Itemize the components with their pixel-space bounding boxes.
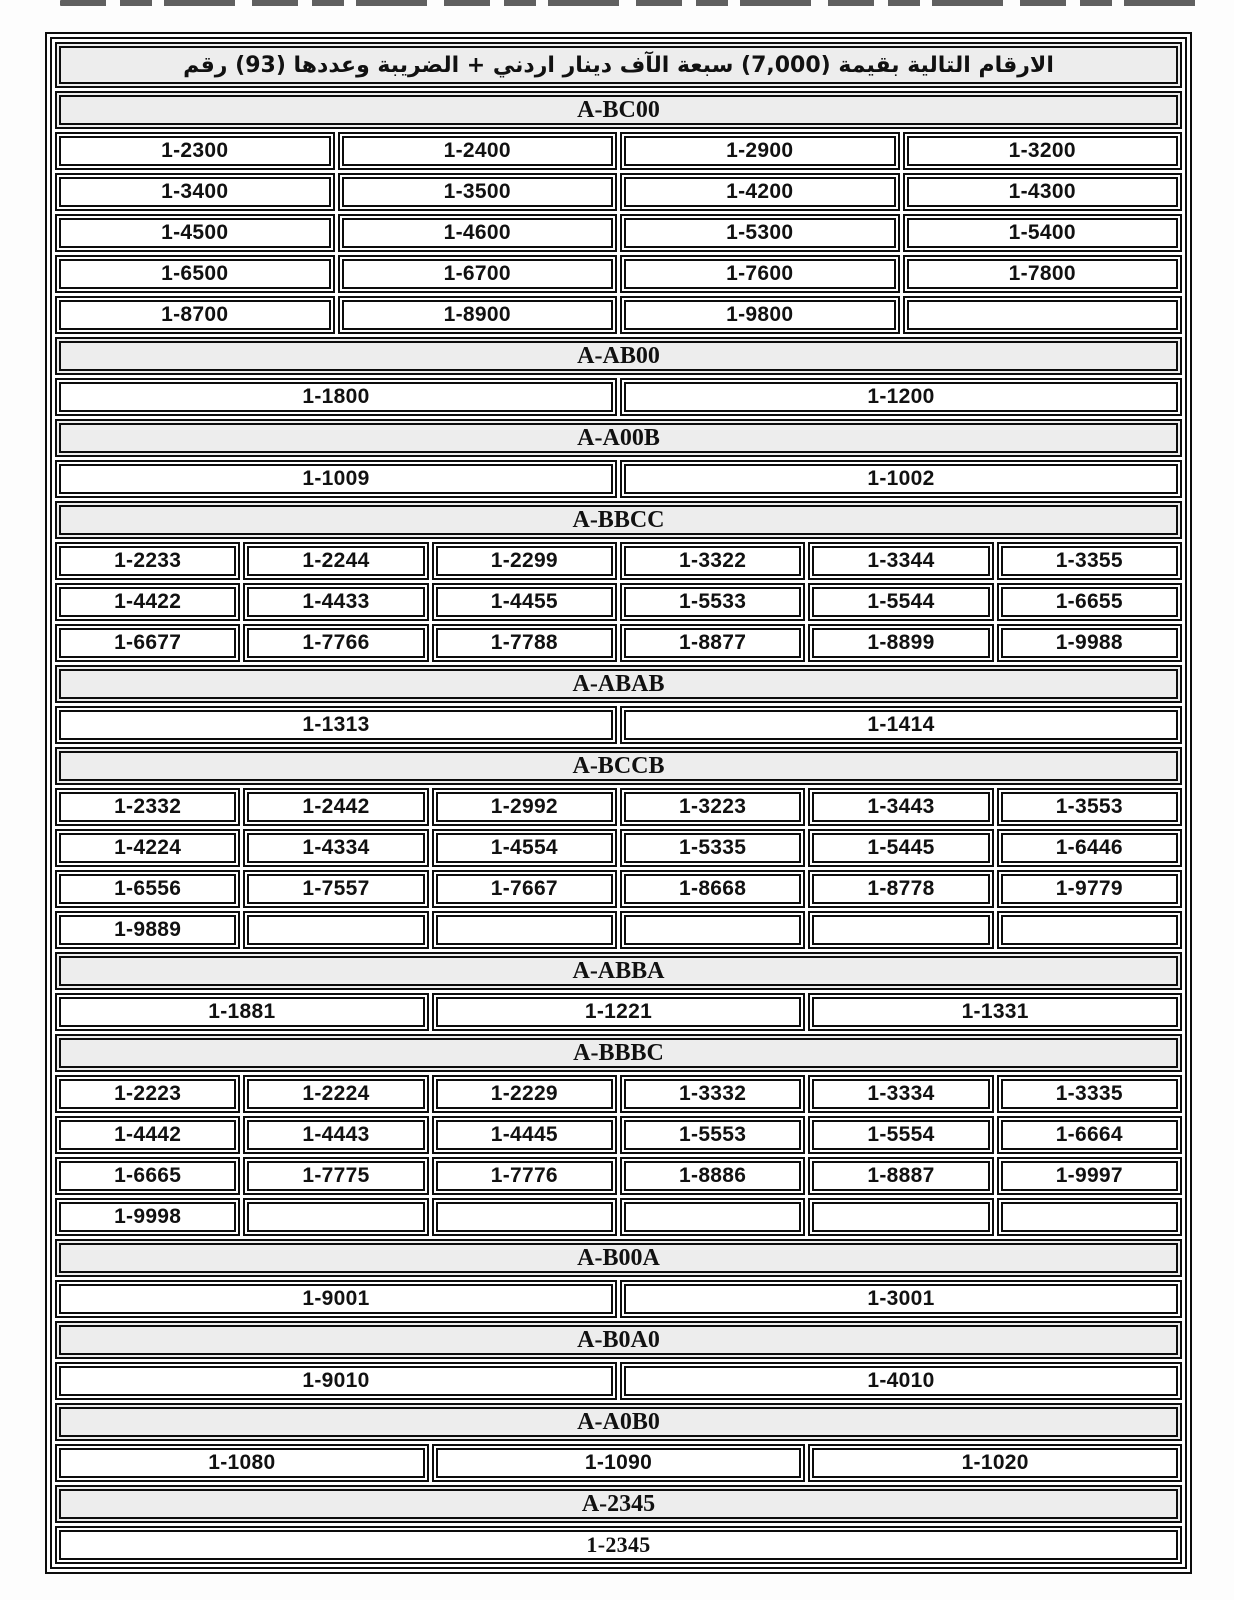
plate-row [55, 829, 1182, 867]
plate-number-cell: 1-2244 [243, 542, 428, 580]
plate-row [55, 296, 1182, 334]
empty-cell [997, 1198, 1182, 1236]
section-header-a-bbcc [55, 501, 1182, 539]
plate-number-cell: 1-5400 [903, 214, 1183, 252]
plate-number-cell: 1-3223 [620, 788, 805, 826]
plate-number-cell: 1-4554 [432, 829, 617, 867]
plate-number-cell: 1-9998 [55, 1198, 240, 1236]
section-code: A-BC00 [577, 96, 660, 123]
plate-number-cell: 1-4334 [243, 829, 428, 867]
section-code: A-A00B [577, 424, 660, 451]
empty-cell [432, 911, 617, 949]
plate-number-cell: 1-4445 [432, 1116, 617, 1154]
plate-number-cell: 1-8900 [338, 296, 618, 334]
plate-number-cell: 1-3355 [997, 542, 1182, 580]
plate-number-cell: 1-4442 [55, 1116, 240, 1154]
plate-number-cell: 1-8877 [620, 624, 805, 662]
plate-number-cell: 1-9988 [997, 624, 1182, 662]
section-code: A-2345 [581, 1490, 656, 1517]
plate-number-cell: 1-5544 [808, 583, 993, 621]
plate-number-cell: 1-9997 [997, 1157, 1182, 1195]
plate-number-cell: 1-2900 [620, 132, 900, 170]
plate-number-cell: 1-1331 [808, 993, 1182, 1031]
plate-row [55, 1198, 1182, 1236]
plate-number-cell: 1-4300 [903, 173, 1183, 211]
plate-number-cell: 1-2442 [243, 788, 428, 826]
plate-number-cell: 1-2345 [55, 1526, 1182, 1564]
plate-number-cell: 1-3332 [620, 1075, 805, 1113]
plate-number-cell: 1-9779 [997, 870, 1182, 908]
plate-number-cell: 1-2332 [55, 788, 240, 826]
plate-row [55, 1075, 1182, 1113]
plate-number-cell: 1-4600 [338, 214, 618, 252]
plate-number-cell: 1-8700 [55, 296, 335, 334]
plate-number-cell: 1-1800 [55, 378, 617, 416]
plate-number-cell: 1-7775 [243, 1157, 428, 1195]
plate-row [55, 624, 1182, 662]
plate-number-cell: 1-9889 [55, 911, 240, 949]
empty-cell [620, 911, 805, 949]
empty-cell [243, 1198, 428, 1236]
section-header-a-a00b [55, 419, 1182, 457]
plate-number-cell: 1-1313 [55, 706, 617, 744]
plate-number-cell: 1-1881 [55, 993, 429, 1031]
plate-number-cell: 1-8778 [808, 870, 993, 908]
plate-number-cell: 1-2299 [432, 542, 617, 580]
plate-number-cell: 1-4224 [55, 829, 240, 867]
plate-number-cell: 1-1009 [55, 460, 617, 498]
section-header-a-ab00 [55, 337, 1182, 375]
plate-row [55, 214, 1182, 252]
section-code: A-AB00 [577, 342, 660, 369]
plate-number-cell: 1-7800 [903, 255, 1183, 293]
plate-row [55, 542, 1182, 580]
plate-number-cell: 1-5533 [620, 583, 805, 621]
plate-row [55, 788, 1182, 826]
plate-number-cell: 1-4422 [55, 583, 240, 621]
plate-row [55, 993, 1182, 1031]
plate-number-cell: 1-9001 [55, 1280, 617, 1318]
section-code: A-ABBA [572, 957, 665, 984]
section-code: A-B0A0 [577, 1326, 660, 1353]
plate-number-cell: 1-2300 [55, 132, 335, 170]
plate-row [55, 1444, 1182, 1482]
plate-number-cell: 1-4455 [432, 583, 617, 621]
previous-row-remnant [60, 0, 1198, 6]
plate-row [55, 255, 1182, 293]
plate-number-cell: 1-6446 [997, 829, 1182, 867]
plate-number-cell: 1-4500 [55, 214, 335, 252]
plate-number-cell: 1-6556 [55, 870, 240, 908]
empty-cell [808, 911, 993, 949]
plate-number-cell: 1-7788 [432, 624, 617, 662]
plate-number-cell: 1-7600 [620, 255, 900, 293]
plate-row [55, 173, 1182, 211]
plate-row [55, 706, 1182, 744]
plate-number-cell: 1-6677 [55, 624, 240, 662]
plate-number-cell: 1-7557 [243, 870, 428, 908]
plate-row [55, 911, 1182, 949]
plate-number-cell: 1-4443 [243, 1116, 428, 1154]
plate-number-cell: 1-8899 [808, 624, 993, 662]
section-code: A-BCCB [572, 752, 665, 779]
plate-number-cell: 1-3334 [808, 1075, 993, 1113]
plate-number-cell: 1-1414 [620, 706, 1182, 744]
plate-number-cell: 1-9800 [620, 296, 900, 334]
plate-row [55, 870, 1182, 908]
plate-number-cell: 1-2224 [243, 1075, 428, 1113]
section-header-a-bccb [55, 747, 1182, 785]
plate-number-cell: 1-2233 [55, 542, 240, 580]
plate-number-cell: 1-1200 [620, 378, 1182, 416]
plate-row [55, 132, 1182, 170]
plate-number-cell: 1-5335 [620, 829, 805, 867]
empty-cell [903, 296, 1183, 334]
plate-number-cell: 1-5553 [620, 1116, 805, 1154]
plate-number-cell: 1-3322 [620, 542, 805, 580]
section-header-a-bbbc [55, 1034, 1182, 1072]
plate-number-cell: 1-7667 [432, 870, 617, 908]
plate-number-cell: 1-2400 [338, 132, 618, 170]
section-header-a-bc00 [55, 91, 1182, 129]
plate-number-cell: 1-3344 [808, 542, 993, 580]
document-title: الارقام التالية بقيمة (7,000) سبعة الآف دينار اردني + الضريبة وعددها (93) رقم [55, 42, 1182, 88]
section-header-a-2345 [55, 1485, 1182, 1523]
empty-cell [432, 1198, 617, 1236]
plate-row [55, 1116, 1182, 1154]
plate-number-cell: 1-3400 [55, 173, 335, 211]
plate-number-cell: 1-9010 [55, 1362, 617, 1400]
section-header-a-b00a [55, 1239, 1182, 1277]
plate-number-cell: 1-6500 [55, 255, 335, 293]
section-code: A-BBCC [572, 506, 665, 533]
plate-number-cell: 1-8887 [808, 1157, 993, 1195]
plate-number-cell: 1-2992 [432, 788, 617, 826]
section-header-a-abab [55, 665, 1182, 703]
plate-number-cell: 1-4433 [243, 583, 428, 621]
plate-number-cell: 1-6665 [55, 1157, 240, 1195]
section-code: A-A0B0 [577, 1408, 660, 1435]
section-header-a-b0a0 [55, 1321, 1182, 1359]
plate-row [55, 460, 1182, 498]
plate-number-cell: 1-5554 [808, 1116, 993, 1154]
plate-row [55, 378, 1182, 416]
section-code: A-B00A [577, 1244, 660, 1271]
empty-cell [243, 911, 428, 949]
section-code: A-ABAB [572, 670, 665, 697]
plate-number-cell: 1-2223 [55, 1075, 240, 1113]
plate-number-cell: 1-8886 [620, 1157, 805, 1195]
plate-row [55, 1526, 1182, 1564]
plate-row [55, 1362, 1182, 1400]
plate-row [55, 583, 1182, 621]
plate-row [55, 1157, 1182, 1195]
section-header-a-abba [55, 952, 1182, 990]
plate-number-cell: 1-5445 [808, 829, 993, 867]
plate-number-cell: 1-8668 [620, 870, 805, 908]
plate-number-cell: 1-3001 [620, 1280, 1182, 1318]
plate-number-cell: 1-1221 [432, 993, 806, 1031]
plate-number-cell: 1-3200 [903, 132, 1183, 170]
plate-number-cell: 1-5300 [620, 214, 900, 252]
plate-number-cell: 1-6664 [997, 1116, 1182, 1154]
plate-number-cell: 1-3553 [997, 788, 1182, 826]
plate-number-cell: 1-7776 [432, 1157, 617, 1195]
plate-number-cell: 1-7766 [243, 624, 428, 662]
section-header-a-a0b0 [55, 1403, 1182, 1441]
section-code: A-BBBC [573, 1039, 664, 1066]
plate-number-cell: 1-6655 [997, 583, 1182, 621]
plate-number-cell: 1-3443 [808, 788, 993, 826]
plate-number-cell: 1-4010 [620, 1362, 1182, 1400]
empty-cell [808, 1198, 993, 1236]
plate-number-cell: 1-2229 [432, 1075, 617, 1113]
plate-number-cell: 1-3500 [338, 173, 618, 211]
plate-number-cell: 1-1080 [55, 1444, 429, 1482]
empty-cell [620, 1198, 805, 1236]
empty-cell [997, 911, 1182, 949]
plate-number-cell: 1-1090 [432, 1444, 806, 1482]
plate-row [55, 1280, 1182, 1318]
plate-number-cell: 1-3335 [997, 1075, 1182, 1113]
plate-number-cell: 1-4200 [620, 173, 900, 211]
plate-number-cell: 1-1002 [620, 460, 1182, 498]
plate-numbers-table [45, 32, 1192, 1574]
plate-number-cell: 1-6700 [338, 255, 618, 293]
plate-number-cell: 1-1020 [808, 1444, 1182, 1482]
